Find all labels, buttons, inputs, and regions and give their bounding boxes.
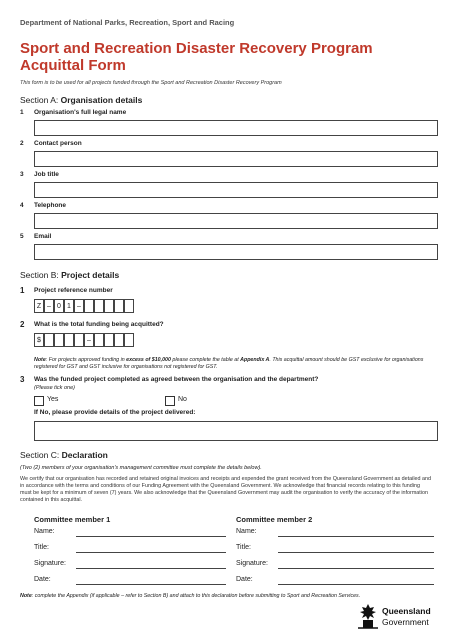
email-field[interactable] [34,244,438,260]
ref-cell[interactable]: – [74,299,84,313]
reference-number-cells[interactable] [34,299,134,313]
member1-name-line[interactable] [76,535,226,537]
q-a5-num: 5 [20,233,24,240]
ref-cell[interactable] [94,299,104,313]
member1-title-label: Title: [34,544,49,551]
fund-cell[interactable] [74,333,84,347]
telephone-field[interactable] [34,213,438,229]
fund-cell[interactable] [94,333,104,347]
q-b3-label: Was the funded project completed as agreed between the organisation and the department? [34,376,319,383]
section-a-heading: Section A: Organisation details [20,95,143,105]
q-b1-num: 1 [20,286,25,295]
ref-cell[interactable]: 1 [64,299,74,313]
q-a4-num: 4 [20,202,24,209]
funding-note: Note: For projects approved funding in excess of $10,000 please complete the table at Appendix A. This acquittal amount should be GST exclusive for organisations registered for GST and GST inclusive for organisations not registered for GST. [34,357,424,370]
member1-date-label: Date: [34,576,51,583]
funding-amount-cells[interactable] [34,333,134,347]
job-title-field[interactable] [34,182,438,198]
ref-cell[interactable] [114,299,124,313]
committee-member-1-heading: Committee member 1 [34,515,111,524]
committee-member-2-heading: Committee member 2 [236,515,313,524]
ref-cell[interactable] [104,299,114,313]
member2-date-line[interactable] [278,583,434,585]
q-a1-num: 1 [20,109,24,116]
yes-label: Yes [47,396,59,403]
department-header: Department of National Parks, Recreation, Sport and Racing [20,18,235,27]
declaration-paragraph: We certify that our organisation has recorded and retained original invoices and receipts and expended the grant received from the Queensland Government as detailed and in accordance with the terms and conditions of our Funding Agreement with the Queensland Government. We acknowledge that financial records relating to this funding must be kept for a minimum of seven (7) years. We also acknowledge that the Queensland Government may audit the organisation to verify the accuracy of the information contained in this acquittal. [20,476,432,503]
q-b1-label: Project reference number [34,287,113,294]
member2-name-label: Name: [236,528,257,535]
member1-signature-label: Signature: [34,560,66,567]
q-a2-label: Contact person [34,140,82,147]
member2-date-label: Date: [236,576,253,583]
page-subtitle: This form is to be used for all projects funded through the Sport and Recreation Disaster Recovery Program [20,80,282,86]
section-b-heading: Section B: Project details [20,270,120,280]
logo-line-2: Government [382,617,429,627]
member1-name-label: Name: [34,528,55,535]
section-c-heading: Section C: Declaration [20,450,108,460]
q-b2-num: 2 [20,320,25,329]
yes-checkbox[interactable] [34,396,44,406]
logo-line-1: Queensland [382,606,431,616]
ref-cell[interactable] [124,299,134,313]
fund-cell[interactable] [44,333,54,347]
member2-title-label: Title: [236,544,251,551]
no-label: No [178,396,187,403]
member2-title-line[interactable] [278,551,434,553]
fund-cell[interactable] [104,333,114,347]
organisation-name-field[interactable] [34,120,438,136]
ref-cell[interactable] [84,299,94,313]
fund-cell[interactable] [64,333,74,347]
q-a4-label: Telephone [34,202,67,209]
q-a2-num: 2 [20,140,24,147]
fund-cell[interactable] [114,333,124,347]
contact-person-field[interactable] [34,151,438,167]
member2-signature-label: Signature: [236,560,268,567]
fund-cell[interactable]: $ [34,333,44,347]
q-a3-label: Job title [34,171,59,178]
member1-signature-line[interactable] [76,567,226,569]
ref-cell[interactable]: – [44,299,54,313]
q-a5-label: Email [34,233,52,240]
queensland-government-logo [356,600,436,634]
member2-name-line[interactable] [278,535,434,537]
footer-note: Note: complete the Appendix (if applicable – refer to Section B) and attach to this declaration before submitting to Sport and Recreation Services. [20,593,361,599]
q-b3-num: 3 [20,375,25,384]
if-no-label: If No, please provide details of the project delivered: [34,409,196,416]
declaration-intro: (Two (2) members of your organisation's management committee must complete the details below). [20,465,262,471]
ref-cell[interactable]: 0 [54,299,64,313]
member1-title-line[interactable] [76,551,226,553]
ref-cell[interactable]: Z [34,299,44,313]
tick-note: (Please tick one) [34,385,75,391]
queensland-crest-icon [356,602,380,630]
no-checkbox[interactable] [165,396,175,406]
q-a3-num: 3 [20,171,24,178]
page-title: Sport and Recreation Disaster Recovery Program Acquittal Form [20,40,373,74]
member2-signature-line[interactable] [278,567,434,569]
fund-cell[interactable] [124,333,134,347]
q-a1-label: Organisation's full legal name [34,109,127,116]
q-b2-label: What is the total funding being acquitted? [34,321,164,328]
project-details-field[interactable] [34,421,438,441]
fund-cell[interactable] [54,333,64,347]
member1-date-line[interactable] [76,583,226,585]
fund-cell[interactable]: – [84,333,94,347]
